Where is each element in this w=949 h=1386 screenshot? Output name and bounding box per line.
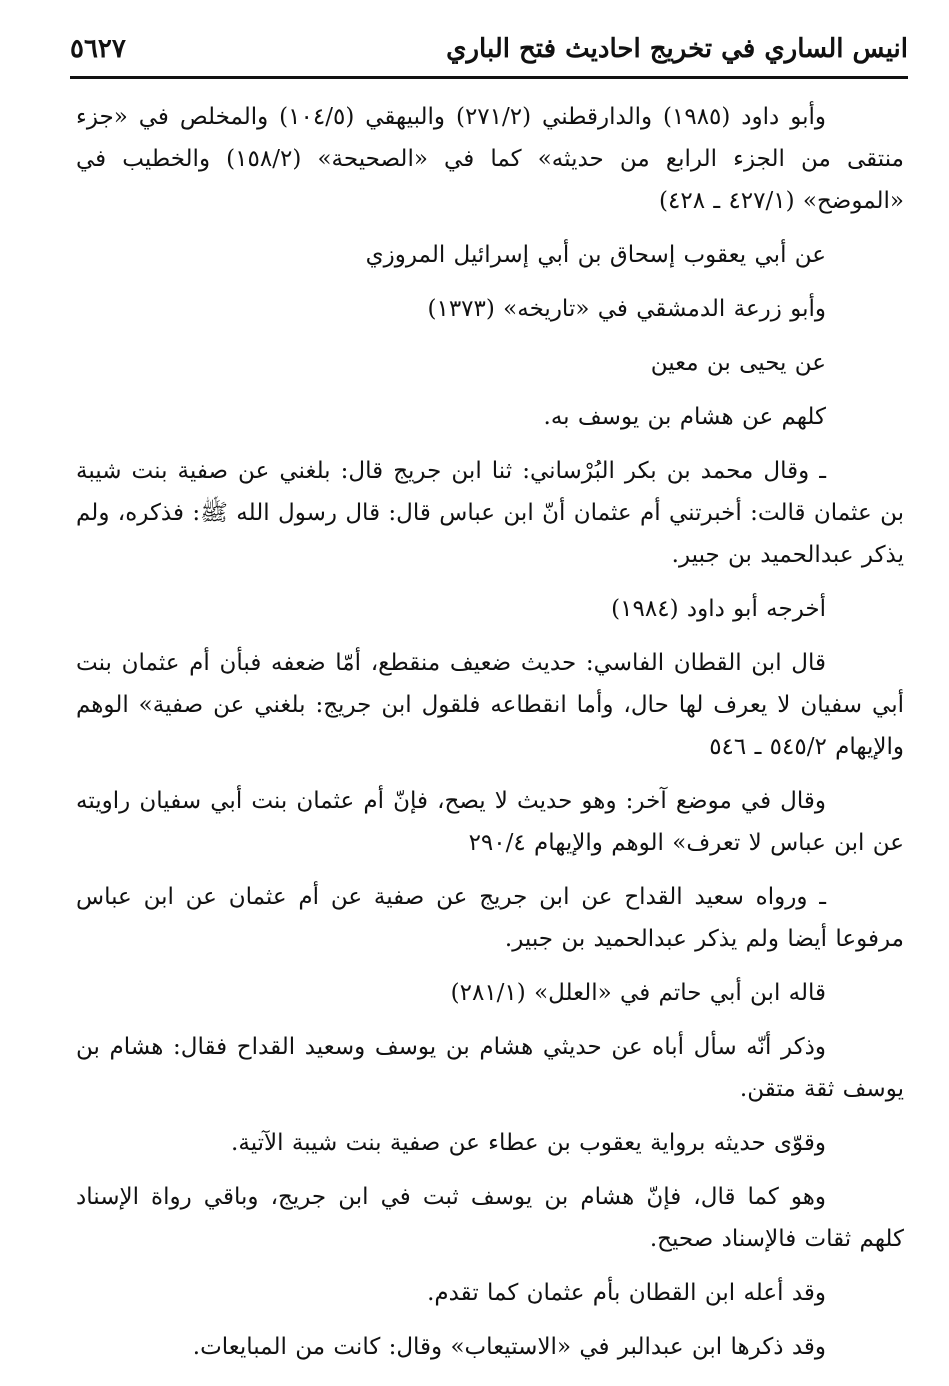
header-rule bbox=[70, 76, 908, 79]
paragraph-13: وقوّى حديثه برواية يعقوب بن عطاء عن صفية بنت شيبة الآتية. bbox=[231, 1130, 826, 1156]
paragraph-4: عن يحيى بن معين bbox=[650, 350, 826, 376]
paragraph-2: عن أبي يعقوب إسحاق بن أبي إسرائيل المروزي bbox=[365, 242, 826, 268]
paragraph-11: قاله ابن أبي حاتم في «العلل» (٢٨١/١) bbox=[450, 980, 826, 1006]
paragraph-1: وأبو داود (١٩٨٥) والدارقطني (٢٧١/٢) والبيهقي (١٠٤/٥) والمخلص في «جزء منتقى من الجزء الرابع من حديثه» كما في «الصحيحة» (١٥٨/٢) والخطيب في «الموضح» (٤٢٧/١ ـ ٤٢٨) bbox=[76, 104, 904, 214]
paragraph-5: كلهم عن هشام بن يوسف به. bbox=[543, 404, 826, 430]
page-header bbox=[70, 30, 908, 76]
paragraph-16: وقد ذكرها ابن عبدالبر في «الاستيعاب» وقال: كانت من المبايعات. bbox=[192, 1334, 826, 1360]
body-text bbox=[76, 96, 904, 1380]
paragraph-10: ـ ورواه سعيد القداح عن ابن جريج عن صفية عن أم عثمان عن ابن عباس مرفوعا أيضا ولم يذكر عبدالحميد بن جبير. bbox=[76, 884, 904, 952]
page-number: ٥٦٢٧ bbox=[70, 34, 126, 64]
paragraph-15: وقد أعله ابن القطان بأم عثمان كما تقدم. bbox=[427, 1280, 826, 1306]
running-title: انيس الساري في تخريج احاديث فتح الباري bbox=[446, 34, 908, 64]
paragraph-7: أخرجه أبو داود (١٩٨٤) bbox=[611, 596, 826, 622]
paragraph-3: وأبو زرعة الدمشقي في «تاريخه» (١٣٧٣) bbox=[427, 296, 826, 322]
paragraph-6: ـ وقال محمد بن بكر البُرْساني: ثنا ابن جريج قال: بلغني عن صفية بنت شيبة بن عثمان قالت: أخبرتني أم عثمان أنّ ابن عباس قال: قال رسول الله ﷺ: فذكره، ولم يذكر عبدالحميد بن جبير. bbox=[76, 458, 904, 568]
paragraph-14: وهو كما قال، فإنّ هشام بن يوسف ثبت في ابن جريج، وباقي رواة الإسناد كلهم ثقات فالإسناد صحيح. bbox=[76, 1184, 904, 1252]
paragraph-12: وذكر أنّه سأل أباه عن حديثي هشام بن يوسف وسعيد القداح فقال: هشام بن يوسف ثقة متقن. bbox=[76, 1034, 904, 1102]
paragraph-8: قال ابن القطان الفاسي: حديث ضعيف منقطع، أمّا ضعفه فبأن أم عثمان بنت أبي سفيان لا يعرف لها حال، وأما انقطاعه فلقول ابن جريج: بلغني عن صفية» الوهم والإيهام ٥٤٥/٢ ـ ٥٤٦ bbox=[76, 650, 904, 760]
paragraph-9: وقال في موضع آخر: وهو حديث لا يصح، فإنّ أم عثمان بنت أبي سفيان راويته عن ابن عباس لا تعرف» الوهم والإيهام ٢٩٠/٤ bbox=[76, 788, 904, 856]
